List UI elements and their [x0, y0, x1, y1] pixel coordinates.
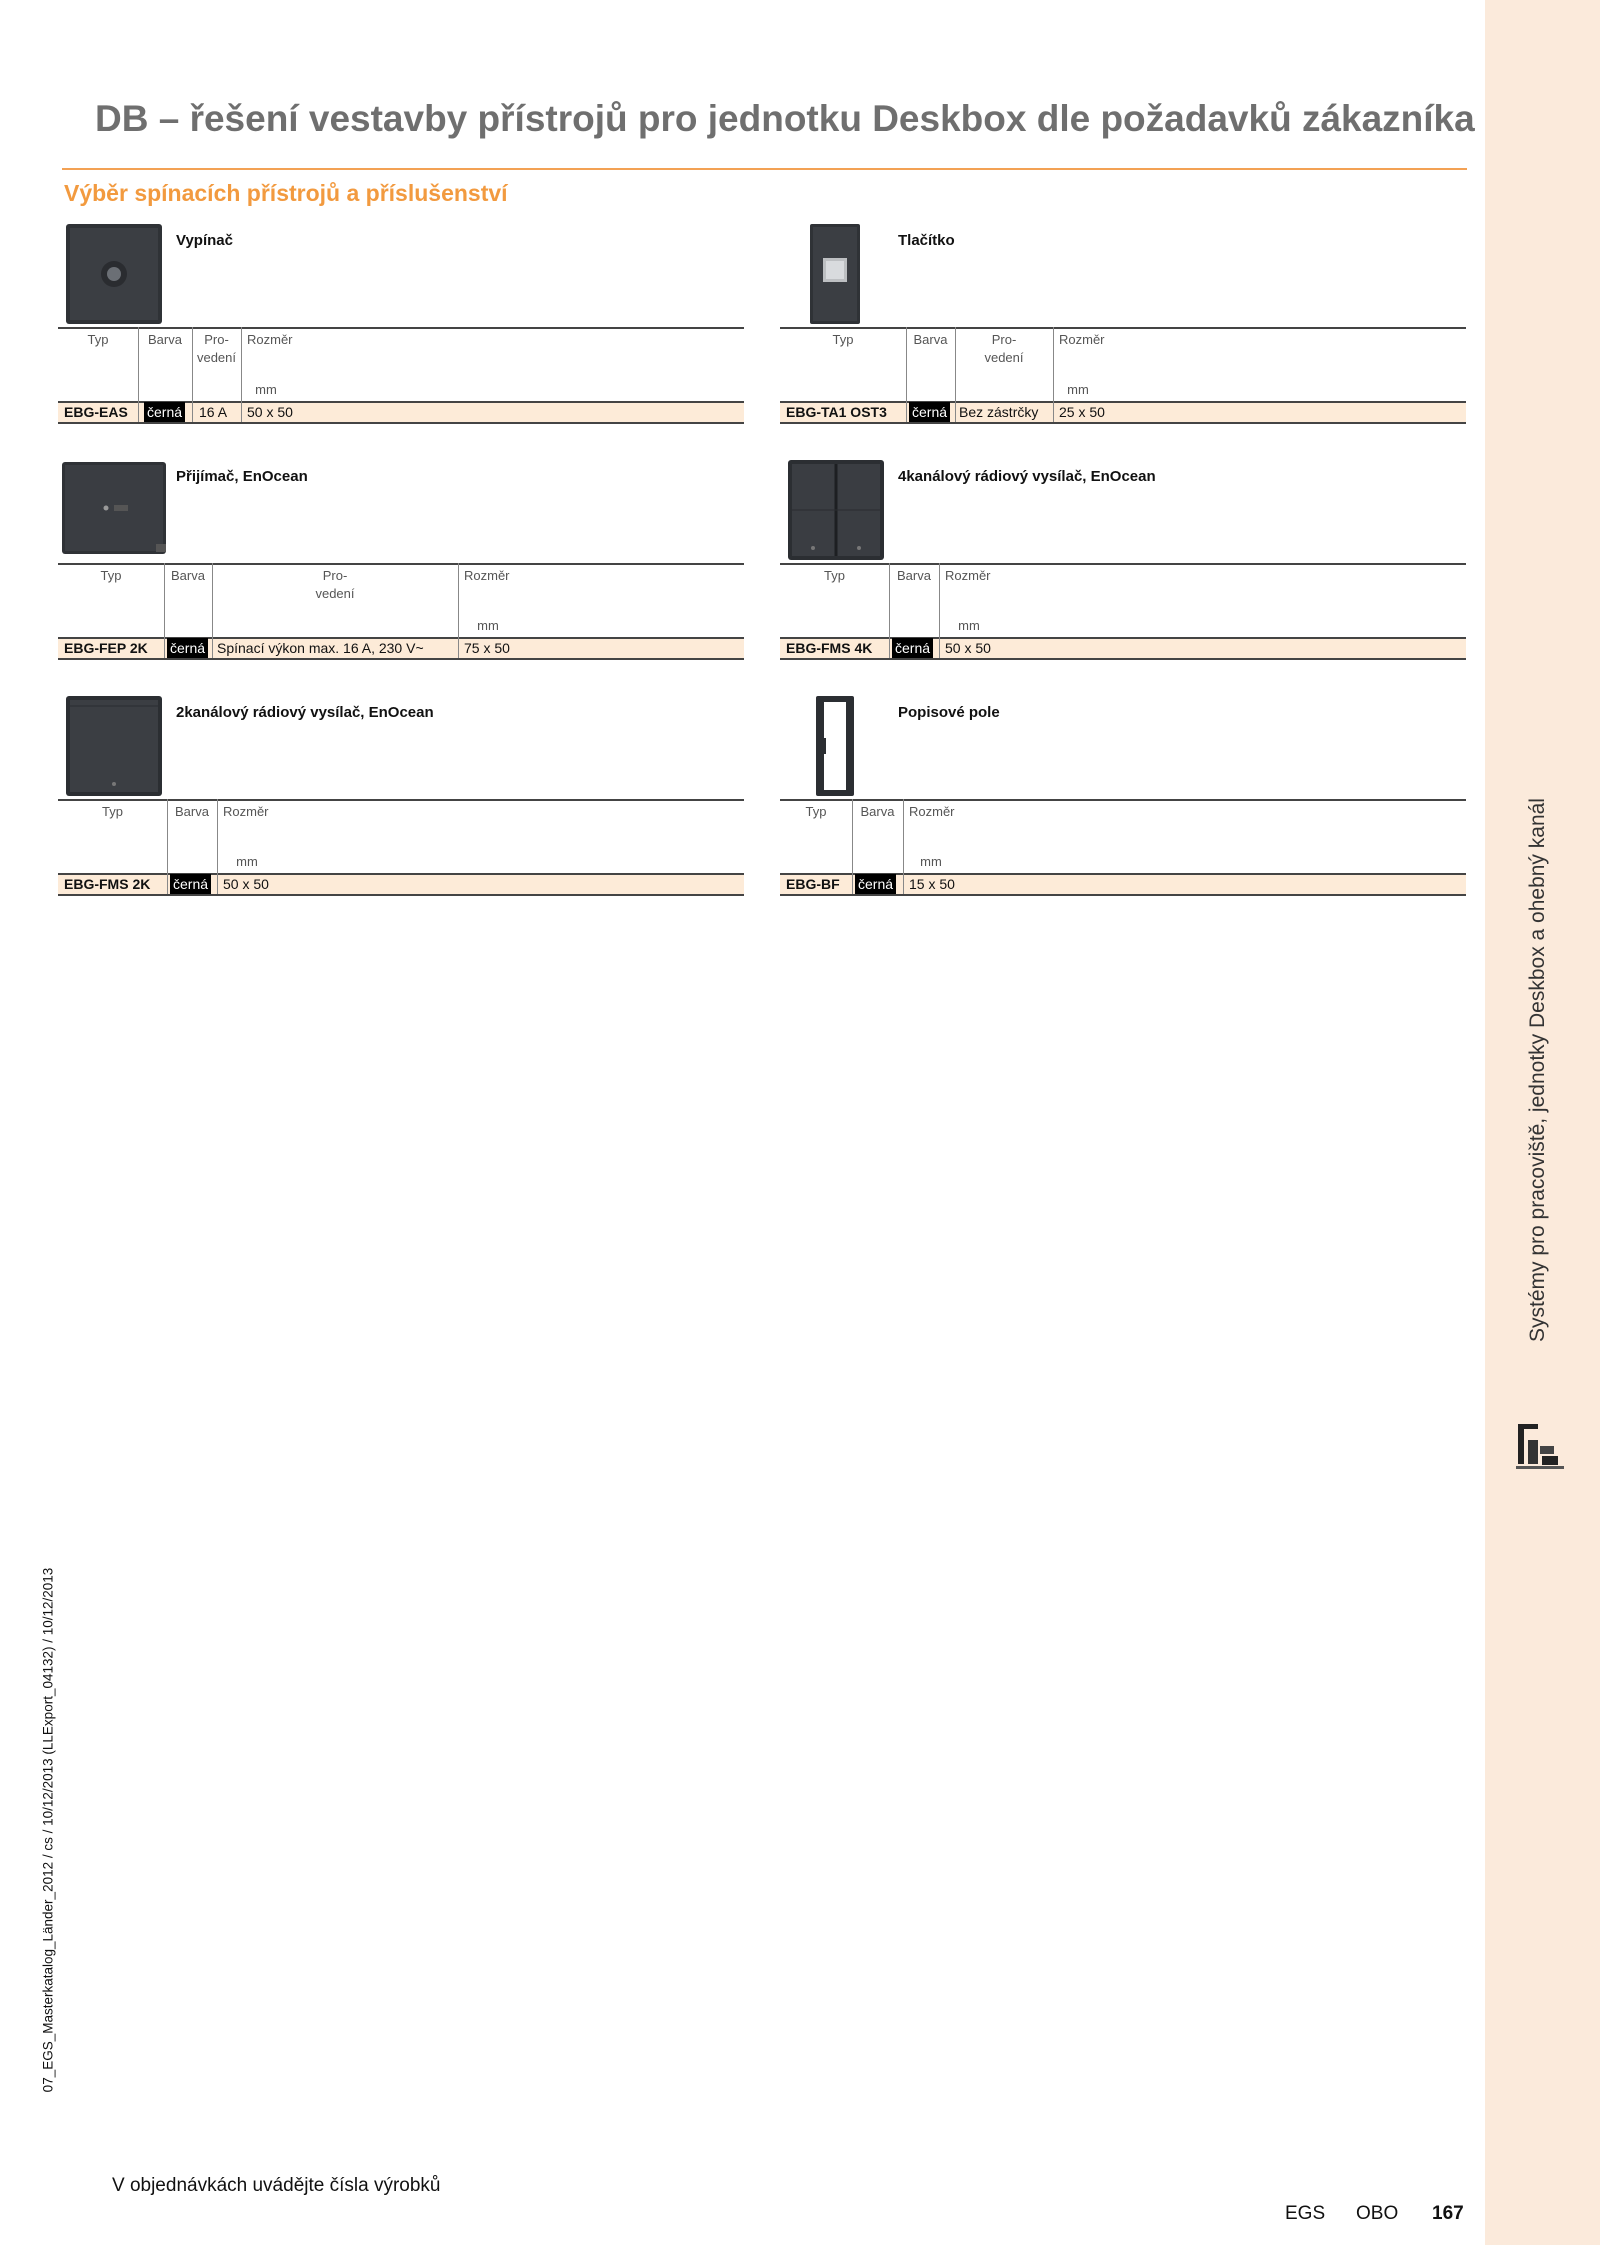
product-name: Popisové pole: [898, 704, 1000, 721]
product-table: [780, 327, 1466, 422]
product-type: EBG-FMS 2K: [64, 876, 151, 892]
product-size: 15 x 50: [909, 876, 955, 892]
data-row: [780, 638, 1466, 658]
product-block-4ch-transmitter: [780, 458, 1466, 693]
label-field-photo: [780, 694, 888, 798]
unit-mm: mm: [477, 618, 499, 633]
header-rozmer: Rozměr: [909, 804, 955, 819]
product-type: EBG-EAS: [64, 404, 128, 420]
product-size: 50 x 50: [247, 404, 293, 420]
product-design: 16 A: [199, 404, 228, 420]
unit-mm: mm: [958, 618, 980, 633]
page-title: DB – řešení vestavby přístrojů pro jednotku Deskbox dle požadavků zákazníka: [95, 98, 1475, 139]
header-rozmer: Rozměr: [223, 804, 269, 819]
switch-photo: [58, 222, 166, 326]
4ch-transmitter-photo: [780, 458, 888, 562]
product-color: černá: [855, 874, 896, 894]
product-color: černá: [909, 402, 950, 422]
header-barva: Barva: [897, 568, 931, 583]
product-color: černá: [170, 874, 211, 894]
header-typ: Typ: [102, 804, 123, 819]
header-rozmer: Rozměr: [1059, 332, 1105, 347]
section-title: Výběr spínacích přístrojů a příslušenství: [64, 180, 508, 206]
header-typ: Typ: [832, 332, 854, 347]
product-color: černá: [167, 638, 208, 658]
product-color: černá: [892, 638, 933, 658]
header-rozmer: Rozměr: [247, 332, 293, 347]
data-row: [58, 874, 744, 894]
document-meta-vertical: 07_EGS_Masterkatalog_Länder_2012 / cs / 10/12/2013 (LLExport_04132) / 10/12/2013: [40, 1567, 56, 2093]
product-table: [780, 563, 1466, 658]
header-typ: Typ: [824, 568, 845, 583]
header-provedeni: Pro- vedení: [315, 568, 355, 601]
unit-mm: mm: [1067, 382, 1089, 397]
header-rozmer: Rozměr: [464, 568, 510, 583]
product-design: Bez zástrčky: [959, 404, 1039, 420]
page-number: 167: [1432, 2203, 1464, 2224]
unit-mm: mm: [236, 854, 258, 869]
footer-brand: OBO: [1356, 2203, 1399, 2224]
product-block-2ch-transmitter: [58, 694, 744, 929]
product-name: 2kanálový rádiový vysílač, EnOcean: [176, 704, 434, 721]
header-barva: Barva: [175, 804, 209, 819]
product-size: 50 x 50: [223, 876, 269, 892]
header-rozmer: Rozměr: [945, 568, 991, 583]
product-type: EBG-BF: [786, 876, 840, 892]
product-color: černá: [144, 402, 185, 422]
product-block-switch: [58, 222, 744, 457]
product-name: Přijímač, EnOcean: [176, 468, 308, 485]
product-block-pushbutton: [780, 222, 1466, 457]
product-table: [58, 327, 744, 422]
product-type: EBG-FMS 4K: [786, 640, 873, 656]
product-size: 25 x 50: [1059, 404, 1105, 420]
2ch-transmitter-photo: [58, 694, 166, 798]
unit-mm: mm: [920, 854, 942, 869]
title-rule: [62, 168, 1467, 170]
header-barva: Barva: [171, 568, 205, 583]
product-table: [58, 799, 744, 894]
product-table: [780, 799, 1466, 894]
receiver-photo: [58, 458, 170, 558]
product-block-label-field: [780, 694, 1466, 929]
header-provedeni: Pro- vedení: [196, 332, 237, 365]
product-size: 75 x 50: [464, 640, 510, 656]
product-block-receiver: [58, 458, 744, 693]
product-type: EBG-TA1 OST3: [786, 404, 887, 420]
header-provedeni: Pro- vedení: [984, 332, 1024, 365]
unit-mm: mm: [255, 382, 277, 397]
header-barva: Barva: [860, 804, 895, 819]
deskbox-chapter-icon: [1512, 1418, 1570, 1474]
sidebar-chapter-title: Systémy pro pracoviště, jednotky Deskbox a ohebný kanál: [1526, 798, 1549, 1342]
order-note: V objednávkách uvádějte čísla výrobků: [112, 2175, 441, 2196]
product-table: [58, 563, 744, 658]
header-barva: Barva: [148, 332, 182, 347]
product-type: EBG-FEP 2K: [64, 640, 148, 656]
product-name: 4kanálový rádiový vysílač, EnOcean: [898, 468, 1156, 485]
pushbutton-photo: [780, 222, 888, 326]
header-typ: Typ: [100, 568, 122, 583]
header-barva: Barva: [913, 332, 948, 347]
product-name: Tlačítko: [898, 232, 955, 249]
product-design: Spínací výkon max. 16 A, 230 V~: [217, 640, 424, 656]
product-name: Vypínač: [176, 232, 233, 249]
product-size: 50 x 50: [945, 640, 991, 656]
header-typ: Typ: [87, 332, 109, 347]
header-typ: Typ: [805, 804, 827, 819]
footer-section: EGS: [1285, 2203, 1326, 2224]
